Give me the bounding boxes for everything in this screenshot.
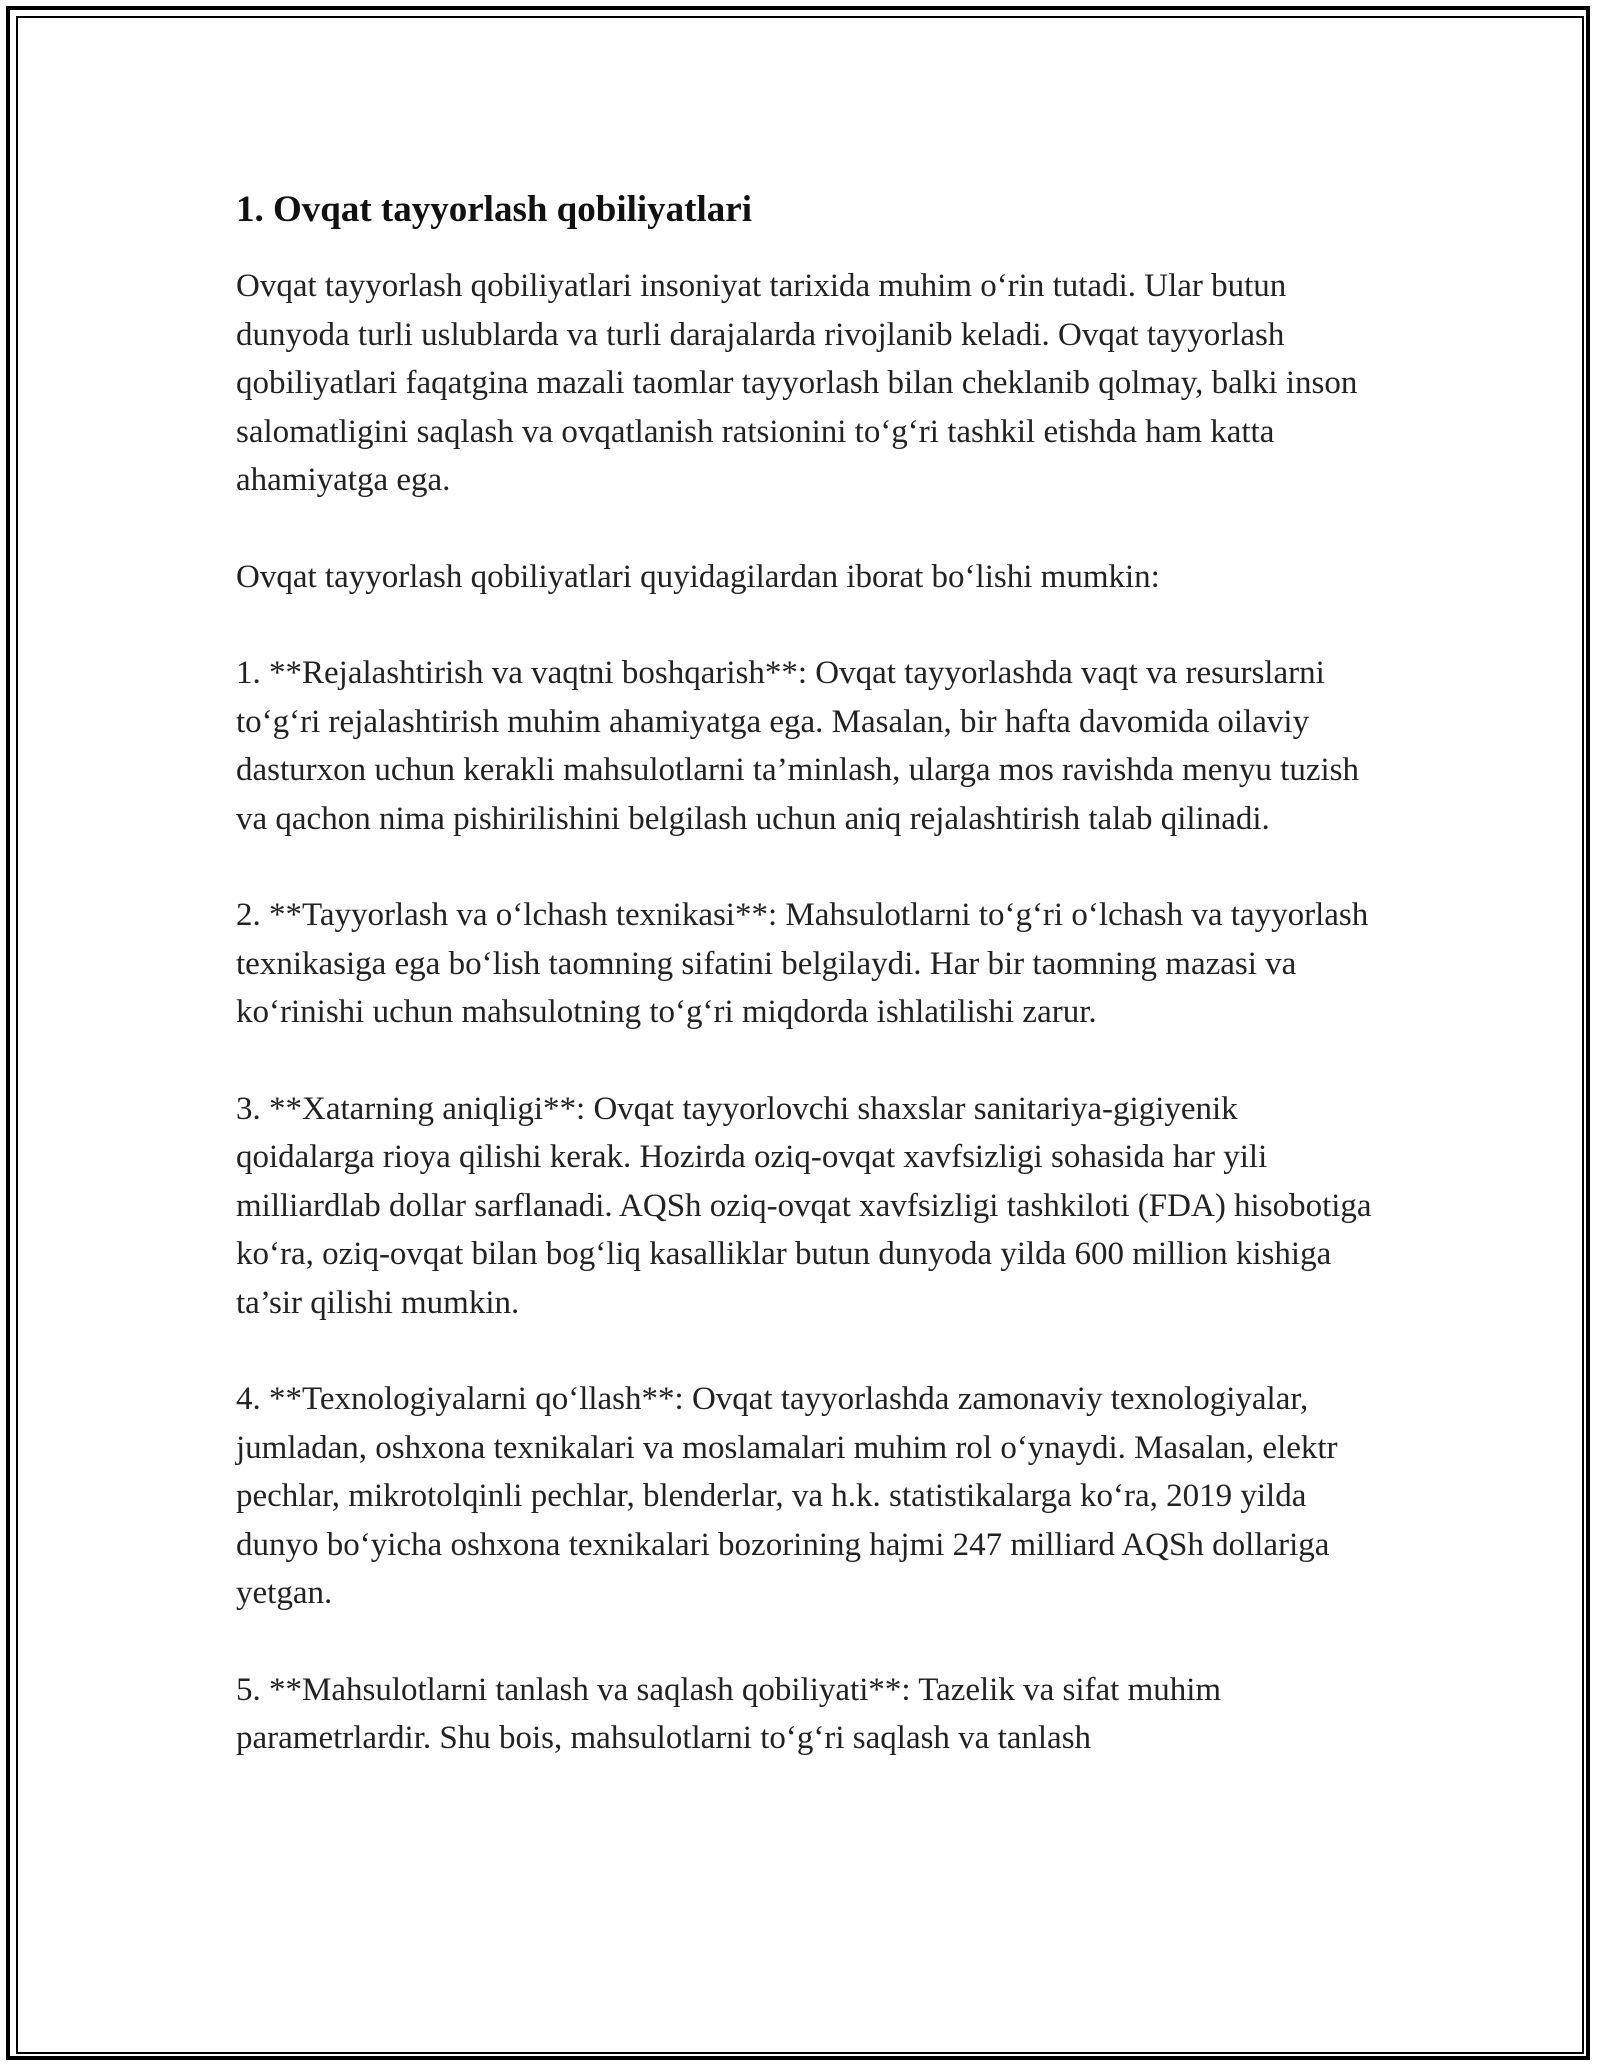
list-intro-paragraph: Ovqat tayyorlash qobiliyatlari quyidagilardan iborat bo‘lishi mumkin: [236, 558, 1160, 595]
section-heading: 1. Ovqat tayyorlash qobiliyatlari [236, 189, 752, 230]
list-item-products: 5. **Mahsulotlarni tanlash va saqlash qobiliyati**: Tazelik va sifat muhim parametrlardir. Shu bois, mahsulotlarni to‘g‘ri saqlash va tanlash [236, 1671, 1222, 1756]
list-item-technology: 4. **Texnologiyalarni qo‘llash**: Ovqat tayyorlashda zamonaviy texnologiyalar, jumladan, oshxona texnikalari va moslamalari muhim rol o‘ynaydi. Masalan, elektr pechlar, mikrotolqinli pechlar, blenderlar, va h.k. statistikalarga ko‘ra, 2019 yilda dunyo bo‘yicha oshxona texnikalari bozorining hajmi 247 milliard AQSh dollariga yetgan. [236, 1381, 1338, 1611]
list-item-safety: 3. **Xatarning aniqligi**: Ovqat tayyorlovchi shaxslar sanitariya-gigiyenik qoidalarga rioya qilishi kerak. Hozirda oziq-ovqat xavfsizligi sohasida har yili milliardlab dollar sarflanadi. AQSh oziq-ovqat xavfsizligi tashkiloti (FDA) hisobotiga ko‘ra, oziq-ovqat bilan bog‘liq kasalliklar butun dunyoda yilda 600 million kishiga ta’sir qilishi mumkin. [236, 1090, 1372, 1321]
intro-paragraph: Ovqat tayyorlash qobiliyatlari insoniyat tarixida muhim o‘rin tutadi. Ular butun dunyoda turli uslublarda va turli darajalarda rivojlanib keladi. Ovqat tayyorlash qobiliyatlari faqatgina mazali taomlar tayyorlash bilan cheklanib qolmay, balki inson salomatligini saqlash va ovqatlanish ratsionini to‘g‘ri tashkil etishda ham katta ahamiyatga ega. [236, 268, 1358, 498]
list-item-planning: 1. **Rejalashtirish va vaqtni boshqarish**: Ovqat tayyorlashda vaqt va resurslarni to‘g‘ri rejalashtirish muhim ahamiyatga ega. Masalan, bir hafta davomida oilaviy dasturxon uchun kerakli mahsulotlarni ta’minlash, ularga mos ravishda menyu tuzish va qachon nima pishirilishini belgilash uchun aniq rejalashtirish talab qilinadi. [236, 655, 1359, 837]
list-item-measuring: 2. **Tayyorlash va o‘lchash texnikasi**: Mahsulotlarni to‘g‘ri o‘lchash va tayyorlash texnikasiga ega bo‘lish taomning sifatini belgilaydi. Har bir taomning mazasi va ko‘rinishi uchun mahsulotning to‘g‘ri miqdorda ishlatilishi zarur. [236, 897, 1369, 1030]
document-body [236, 188, 1376, 1811]
